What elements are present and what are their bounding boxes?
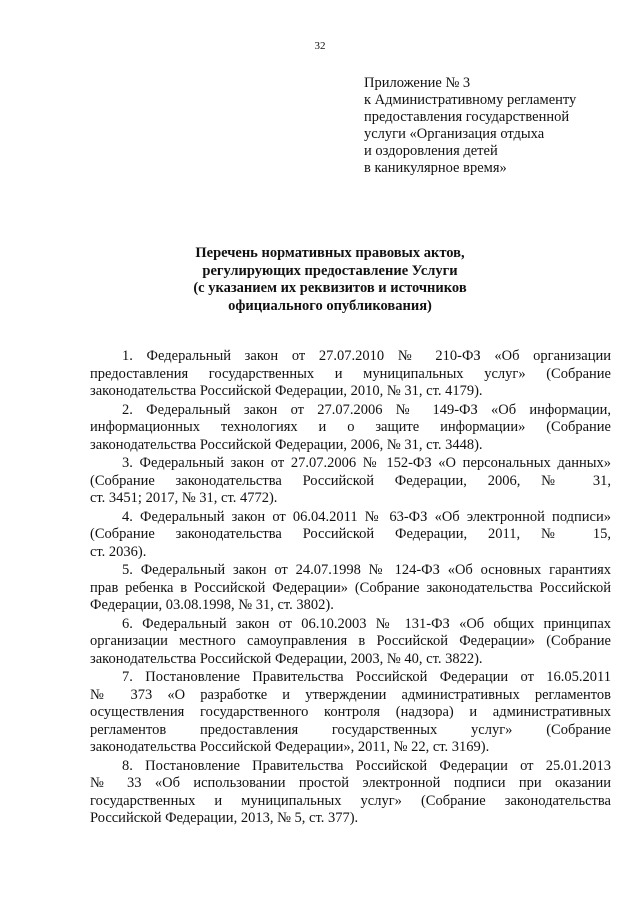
appendix-line: услуги «Организация отдыха <box>364 126 545 142</box>
title-line: Перечень нормативных правовых актов, <box>195 245 465 261</box>
item-line: 3. Федеральный закон от 27.07.2006 № 152-ФЗ «О персональных данных» <box>122 455 611 471</box>
item-line: информационных технологиях и о защите информации» (Собрание <box>90 419 611 435</box>
appendix-line: и оздоровления детей <box>364 143 498 159</box>
item-line: организации местного самоуправления в Российской Федерации» (Собрание <box>90 633 611 649</box>
item-line: Российской Федерации, 2013, № 5, ст. 377). <box>90 810 359 826</box>
document-title <box>60 245 600 315</box>
legal-act-item <box>90 758 611 828</box>
appendix-reference <box>364 75 624 177</box>
item-line: (Собрание законодательства Российской Федерации, 2006, № 31, <box>90 472 611 489</box>
item-line: прав ребенка в Российской Федерации» (Собрание законодательства Российской <box>90 579 611 596</box>
item-line: 8. Постановление Правительства Российской Федерации от 25.01.2013 <box>122 757 611 774</box>
legal-act-item <box>90 509 611 562</box>
item-line: № 373 «О разработке и утверждении административных регламентов <box>90 686 611 703</box>
item-line: ст. 2036). <box>90 543 147 560</box>
appendix-line: к Административному регламенту <box>364 92 577 108</box>
legal-act-item <box>90 669 611 757</box>
legal-act-item <box>90 402 611 455</box>
appendix-line: Приложение № 3 <box>364 75 471 91</box>
page-number: 32 <box>314 40 326 52</box>
item-line: Федерации, 03.08.1998, № 31, ст. 3802). <box>90 597 334 613</box>
legal-acts-list <box>90 348 611 829</box>
item-line: 2. Федеральный закон от 27.07.2006 № 149-ФЗ «Об информации, <box>122 401 611 418</box>
item-line: регламентов предоставления государственных услуг» (Собрание <box>90 721 611 738</box>
legal-act-item <box>90 455 611 508</box>
item-line: законодательства Российской Федерации, 2010, № 31, ст. 4179). <box>90 383 483 399</box>
item-line: законодательства Российской Федерации, 2006, № 31, ст. 3448). <box>90 436 483 453</box>
item-line: законодательства Российской Федерации», 2011, № 22, ст. 3169). <box>90 739 490 755</box>
item-line: ст. 3451; 2017, № 31, ст. 4772). <box>90 490 278 506</box>
appendix-line: предоставления государственной <box>364 109 570 125</box>
item-line: государственных и муниципальных услуг» (Собрание законодательства <box>90 792 611 809</box>
title-line: (с указанием их реквизитов и источников <box>193 280 467 296</box>
appendix-line: в каникулярное время» <box>364 160 507 176</box>
legal-act-item <box>90 616 611 669</box>
item-line: законодательства Российской Федерации, 2003, № 40, ст. 3822). <box>90 650 483 667</box>
item-line: № 33 «Об использовании простой электронной подписи при оказании <box>90 775 611 791</box>
legal-act-item <box>90 348 611 401</box>
title-line: официального опубликования) <box>228 297 432 314</box>
item-line: предоставления государственных и муниципальных услуг» (Собрание <box>90 365 611 382</box>
item-line: 6. Федеральный закон от 06.10.2003 № 131-ФЗ «Об общих принципах <box>122 615 611 632</box>
item-line: 7. Постановление Правительства Российской Федерации от 16.05.2011 <box>122 669 611 685</box>
item-line: 5. Федеральный закон от 24.07.1998 № 124-ФЗ «Об основных гарантиях <box>122 562 611 578</box>
item-line: 1. Федеральный закон от 27.07.2010 № 210-ФЗ «Об организации <box>122 348 611 364</box>
title-line: регулирующих предоставление Услуги <box>202 262 458 279</box>
item-line: 4. Федеральный закон от 06.04.2011 № 63-ФЗ «Об электронной подписи» <box>122 508 611 525</box>
item-line: осуществления государственного контроля (надзора) и административных <box>90 704 611 720</box>
legal-act-item <box>90 562 611 615</box>
item-line: (Собрание законодательства Российской Федерации, 2011, № 15, <box>90 526 611 542</box>
